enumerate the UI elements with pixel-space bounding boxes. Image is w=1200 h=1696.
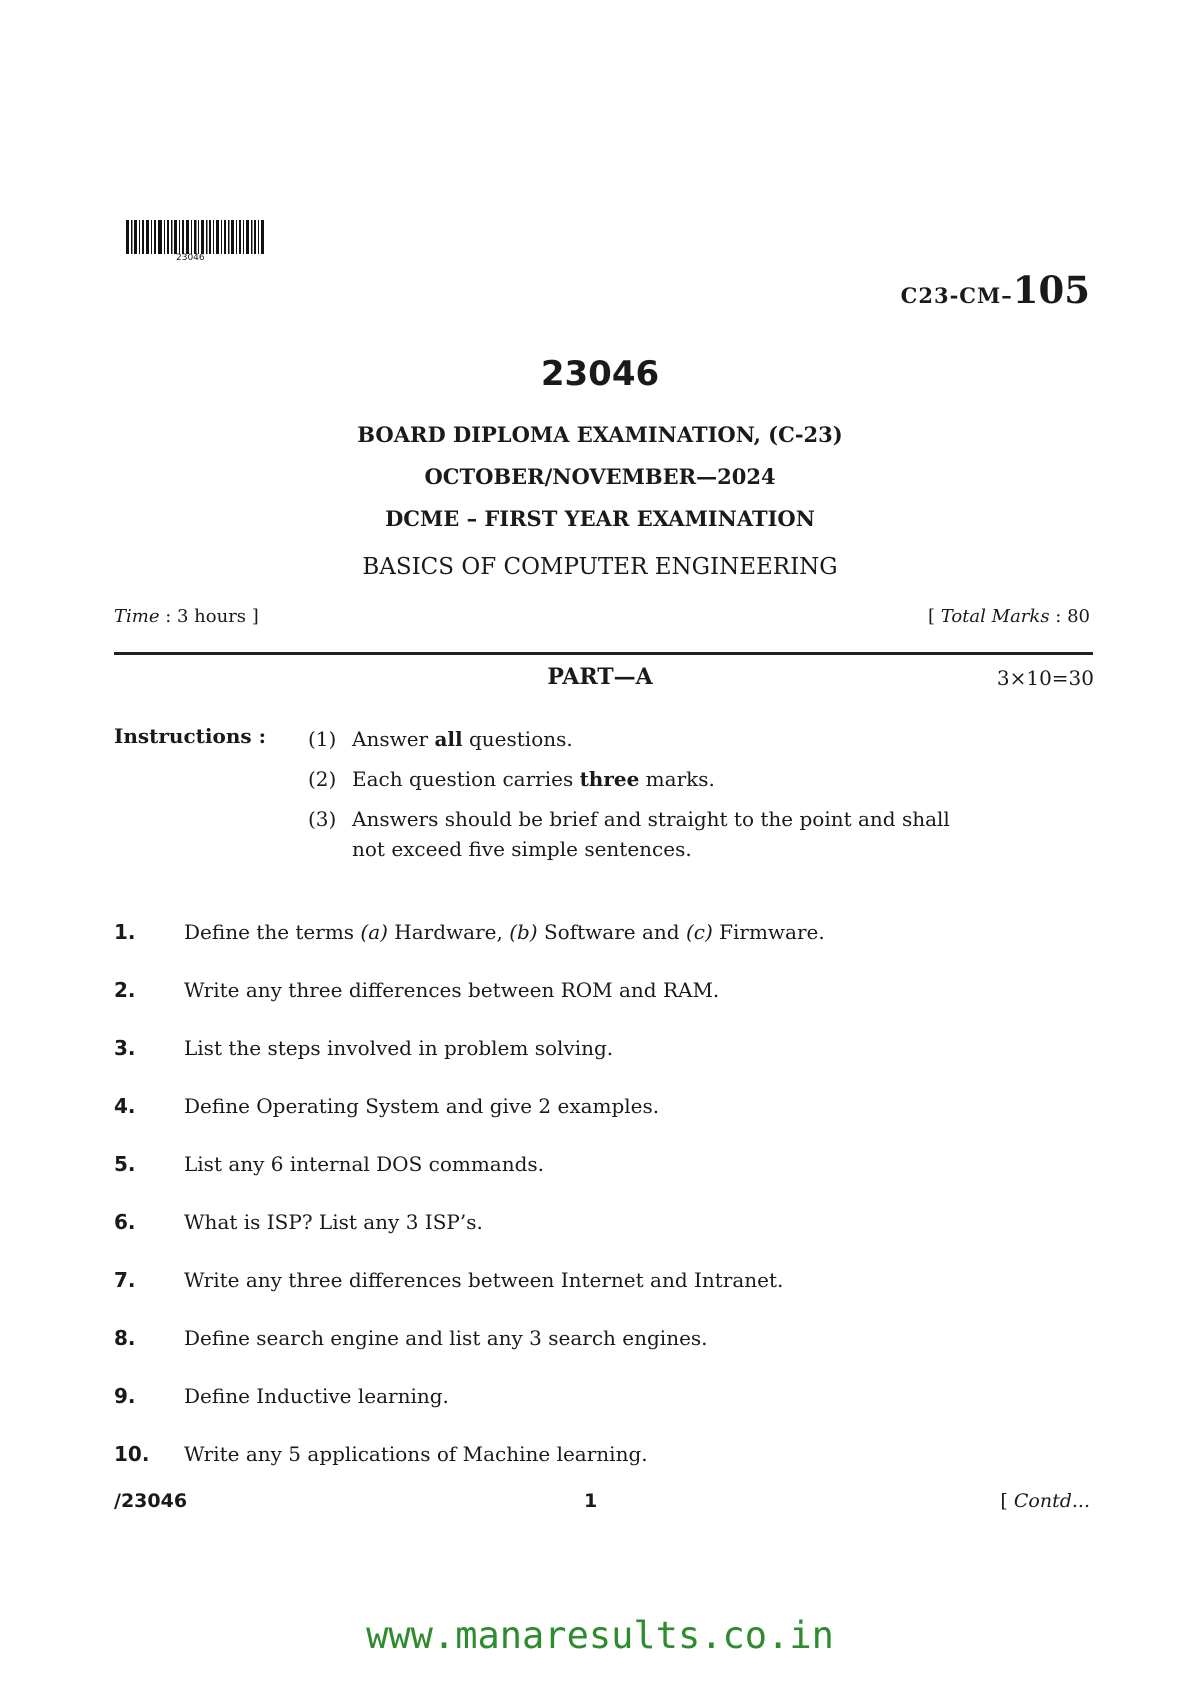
question-number: 8. bbox=[114, 1326, 136, 1350]
paper-code-number: 105 bbox=[1012, 268, 1090, 312]
question-text: What is ISP? List any 3 ISP’s. bbox=[184, 1210, 483, 1234]
time-info bbox=[114, 606, 259, 627]
instruction-number: (2) bbox=[308, 767, 337, 791]
page-number: 1 bbox=[584, 1490, 598, 1512]
instruction-item bbox=[308, 724, 573, 754]
question-subpart: (b) bbox=[509, 920, 538, 944]
part-title: PART—A bbox=[547, 664, 653, 690]
question-item bbox=[114, 978, 719, 1002]
question-number: 9. bbox=[114, 1384, 136, 1408]
continued-prefix: [ bbox=[1000, 1490, 1008, 1512]
time-label: Time bbox=[114, 606, 160, 627]
question-text: Define Inductive learning. bbox=[184, 1384, 449, 1408]
exam-session: OCTOBER/NOVEMBER—2024 bbox=[424, 464, 776, 489]
question-item bbox=[114, 1152, 544, 1176]
time-value: : 3 hours ] bbox=[165, 606, 259, 627]
question-item bbox=[114, 1384, 449, 1408]
question-text: Software and bbox=[537, 920, 686, 944]
exam-code: 23046 bbox=[540, 354, 660, 394]
question-number: 5. bbox=[114, 1152, 136, 1176]
instruction-text: Each question carries bbox=[352, 767, 580, 791]
subject-title: BASICS OF COMPUTER ENGINEERING bbox=[362, 554, 838, 580]
question-number: 6. bbox=[114, 1210, 136, 1234]
part-marks: 3×10=30 bbox=[996, 666, 1094, 690]
marks-prefix: [ bbox=[927, 606, 936, 627]
question-text: Write any three differences between Internet and Intranet. bbox=[184, 1268, 784, 1292]
instruction-emphasis: three bbox=[579, 767, 640, 791]
divider bbox=[114, 652, 1093, 655]
question-item bbox=[114, 1326, 708, 1350]
instruction-number: (1) bbox=[308, 727, 337, 751]
watermark-link[interactable]: www.manaresults.co.in bbox=[366, 1614, 834, 1657]
marks-label: Total Marks bbox=[940, 606, 1050, 627]
question-text: Define Operating System and give 2 examples. bbox=[184, 1094, 660, 1118]
question-text: Firmware. bbox=[712, 920, 825, 944]
question-text: List any 6 internal DOS commands. bbox=[184, 1152, 545, 1176]
barcode-number: 23046 bbox=[176, 253, 205, 263]
instructions-label: Instructions : bbox=[114, 724, 266, 748]
instruction-text: not exceed five simple sentences. bbox=[352, 837, 692, 861]
question-number: 1. bbox=[114, 920, 136, 944]
question-text: Define the terms bbox=[184, 920, 361, 944]
question-text: Write any three differences between ROM and RAM. bbox=[184, 978, 720, 1002]
instruction-item bbox=[308, 764, 715, 794]
board-title: BOARD DIPLOMA EXAMINATION, (C-23) bbox=[357, 422, 843, 447]
question-subpart: (a) bbox=[360, 920, 388, 944]
question-text: Hardware, bbox=[387, 920, 510, 944]
barcode bbox=[126, 220, 266, 254]
question-subpart: (c) bbox=[685, 920, 713, 944]
instruction-text: Answer bbox=[352, 727, 435, 751]
question-text: Write any 5 applications of Machine learning. bbox=[184, 1442, 648, 1466]
footer-code: /23046 bbox=[114, 1490, 188, 1512]
question-item bbox=[114, 1094, 659, 1118]
question-item bbox=[114, 1442, 648, 1466]
question-item bbox=[114, 1210, 483, 1234]
instruction-text: questions. bbox=[462, 727, 573, 751]
instruction-number: (3) bbox=[308, 807, 337, 831]
instruction-text: Answers should be brief and straight to the point and shall bbox=[352, 807, 950, 831]
question-item bbox=[114, 1036, 613, 1060]
question-number: 10. bbox=[114, 1442, 150, 1466]
paper-code-prefix: C23-CM– bbox=[900, 283, 1013, 308]
marks-value: : 80 bbox=[1055, 606, 1090, 627]
question-item bbox=[114, 920, 825, 944]
question-text: Define search engine and list any 3 search engines. bbox=[184, 1326, 708, 1350]
question-number: 4. bbox=[114, 1094, 136, 1118]
continued-note bbox=[1000, 1490, 1090, 1512]
question-number: 2. bbox=[114, 978, 136, 1002]
paper-code bbox=[901, 268, 1090, 312]
question-number: 7. bbox=[114, 1268, 136, 1292]
question-item bbox=[114, 1268, 783, 1292]
exam-year: DCME – FIRST YEAR EXAMINATION bbox=[385, 506, 815, 531]
instruction-item bbox=[308, 804, 950, 864]
instruction-emphasis: all bbox=[434, 727, 463, 751]
question-number: 3. bbox=[114, 1036, 136, 1060]
marks-info bbox=[928, 606, 1090, 627]
instruction-text: marks. bbox=[639, 767, 715, 791]
continued-text: Contd... bbox=[1013, 1490, 1090, 1512]
question-text: List the steps involved in problem solving. bbox=[184, 1036, 614, 1060]
